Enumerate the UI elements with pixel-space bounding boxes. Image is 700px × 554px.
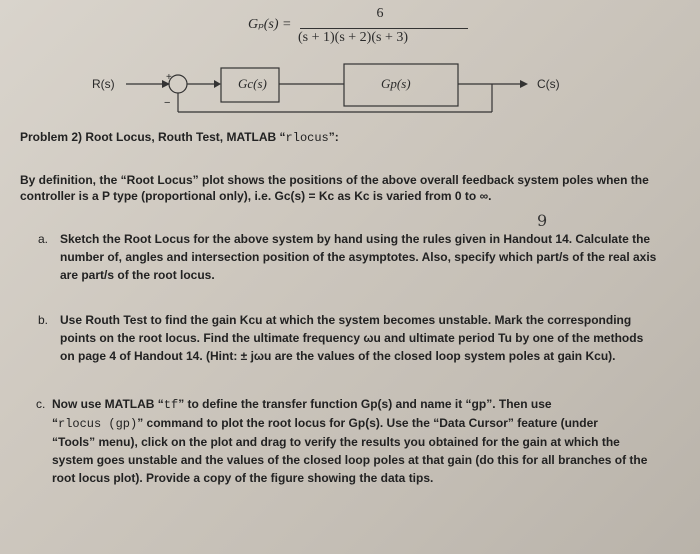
question-c-line-1-pre: Now use MATLAB “ <box>52 397 164 411</box>
question-letter: a. <box>38 232 49 246</box>
question-b-line-2: points on the root locus. Find the ultimate frequency ωu and ultimate period Tu by one of the methods <box>60 331 644 345</box>
fraction-bar <box>300 28 468 29</box>
question-c-line-3: “Tools” menu), click on the plot and drag to verify the results you obtained for the gain at which the <box>52 435 620 449</box>
question-c-line-4: system goes unstable and the values of the closed loop poles at that gain (do this for all branches of the <box>52 453 648 467</box>
controller-label: Gc(s) <box>238 76 267 91</box>
equation-denominator: (s + 1)(s + 2)(s + 3) <box>298 30 409 45</box>
question-b-line-3: on page 4 of Handout 14. (Hint: ± jωu are the values of the closed loop system poles at gain Kcu). <box>60 349 616 363</box>
problem-title <box>20 130 339 145</box>
question-c-line-5: root locus plot). Provide a copy of the figure showing the data tips. <box>52 471 434 485</box>
question-c-code-rlocus: rlocus (gp) <box>58 417 138 431</box>
question-c-line-1 <box>52 395 647 414</box>
minus-sign: − <box>164 97 171 109</box>
plus-sign: + <box>166 72 172 83</box>
question-a-line-1: Sketch the Root Locus for the above system by hand using the rules given in Handout 14. Calculate the <box>60 232 651 246</box>
handwritten-note: 9 <box>537 211 548 230</box>
question-c-code-tf: tf <box>163 398 179 412</box>
question-letter: b. <box>38 313 49 327</box>
question-c-line-2-pre: “ <box>52 416 58 430</box>
title-suffix: ”: <box>328 130 339 144</box>
question-b-line-1: Use Routh Test to find the gain Kcu at which the system becomes unstable. Mark the corresponding <box>60 313 632 327</box>
question-a <box>38 230 668 286</box>
question-a-line-2: number of, angles and intersection position of the asymptotes. Also, specify which part/s of the real axis <box>60 250 657 264</box>
question-c-line-1-post: ” to define the transfer function Gp(s) and name it “gp”. Then use <box>178 397 552 411</box>
question-a-line-3: are part/s of the root locus. <box>60 268 215 282</box>
question-c-line-2 <box>52 414 647 433</box>
question-letter: c. <box>36 397 46 411</box>
equation-numerator: 6 <box>376 6 384 21</box>
block-diagram <box>90 60 590 120</box>
intro-line-1: By definition, the “Root Locus” plot shows the positions of the above overall feedback system poles when the <box>20 173 649 187</box>
title-text: Problem 2) Root Locus, Routh Test, MATLAB “ <box>20 130 286 144</box>
equation-lhs: Gₚ(s) = <box>248 17 292 32</box>
intro-paragraph <box>20 172 660 204</box>
plant-label: Gp(s) <box>381 76 411 91</box>
intro-line-2: controller is a P type (proportional only), i.e. Gc(s) = Kc as Kc is varied from 0 to ∞. <box>20 189 492 203</box>
input-label: R(s) <box>92 77 115 91</box>
question-b <box>38 311 668 367</box>
question-c <box>30 395 670 495</box>
question-c-line-2-post: ” command to plot the root locus for Gp(s). Use the “Data Cursor” feature (under <box>137 416 598 430</box>
output-label: C(s) <box>537 77 560 91</box>
title-code: rlocus <box>285 131 329 145</box>
